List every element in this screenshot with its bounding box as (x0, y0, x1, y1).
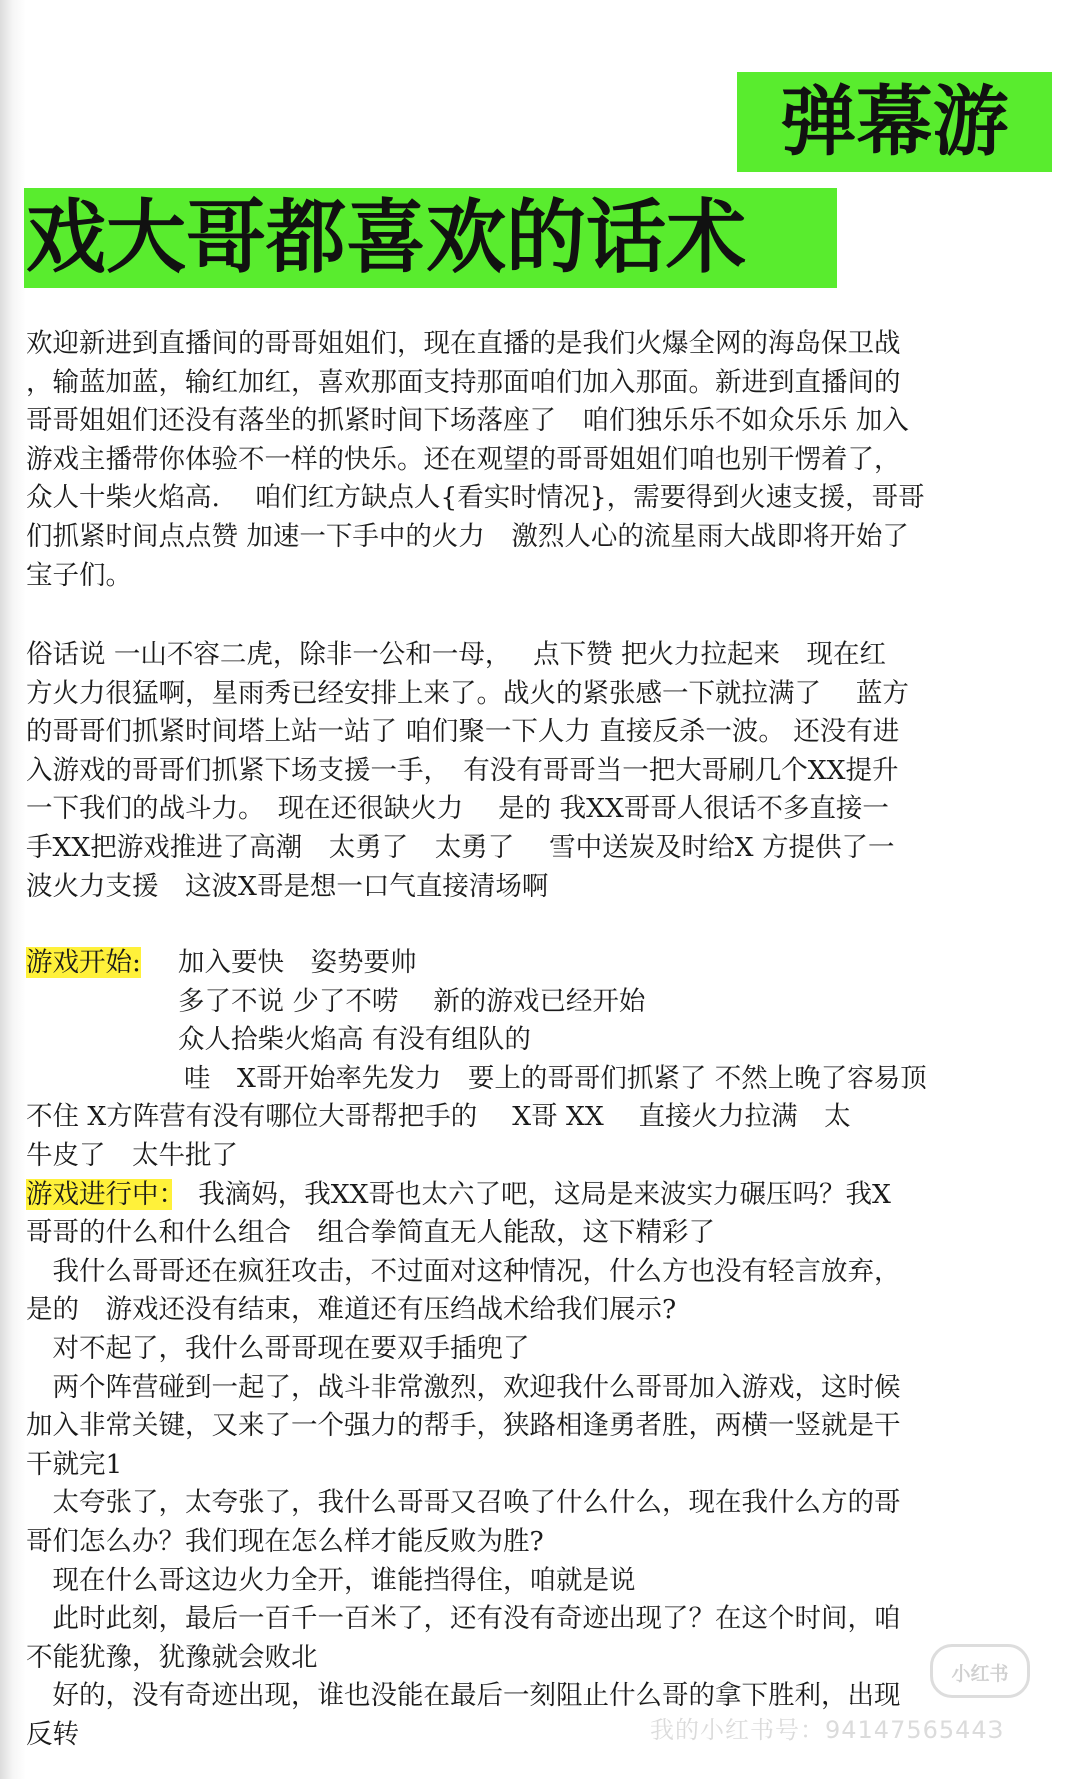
intro-line: 哥哥姐姐们还没有落坐的抓紧时间下场落座了 咱们独乐乐不如众乐乐 加入 (26, 405, 909, 437)
game-start-text: 加入要快 姿势要帅 (178, 947, 417, 978)
title-line-2: 戏大哥都喜欢的话术 (24, 188, 837, 288)
intro-line: 宝子们。 (26, 559, 132, 591)
proverb-line: 方火力很猛啊，星雨秀已经安排上来了。战火的紧张感一下就拉满了 蓝方 (26, 677, 909, 709)
game-progress-line: 此时此刻，最后一百千一百米了，还有没有奇迹出现了？在这个时间，咱 (26, 1603, 901, 1635)
game-progress-line: 是的 游戏还没有结束，难道还有压绉战术给我们展示? (26, 1294, 677, 1326)
intro-line: 欢迎新进到直播间的哥哥姐姐们，现在直播的是我们火爆全网的海岛保卫战 (26, 328, 901, 359)
proverb-line: 俗话说 一山不容二虎，除非一公和一母， 点下赞 把火力拉起来 现在红 (26, 639, 887, 670)
title-line-1: 弹幕游 (737, 72, 1052, 172)
intro-line: 游戏主播带你体验不一样的快乐。还在观望的哥哥姐姐们咱也别干愣着了， (26, 443, 901, 475)
proverb-line: 波火力支援 这波X哥是想一口气直接清场啊 (26, 870, 549, 902)
game-progress-line: 哥们怎么办？我们现在怎么样才能反败为胜? (26, 1525, 544, 1557)
proverb-line: 入游戏的哥哥们抓紧下场支援一手， 有没有哥哥当一把大哥刷几个XX提升 (26, 754, 899, 786)
game-progress-first-line (26, 1176, 1054, 1215)
intro-paragraph (26, 325, 1054, 595)
intro-line: 众人十柴火焰高. 咱们红方缺点人{看实时情况}，需要得到火速支援，哥哥 (26, 482, 925, 514)
intro-line: ，输蓝加蓝，输红加红，喜欢那面支持那面咱们加入那面。新进到直播间的 (26, 366, 901, 398)
watermark-id: 我的小红书号：9414756544З (650, 1716, 1005, 1744)
game-progress-line: 加入非常关键，又来了一个强力的帮手，狭路相逢勇者胜，两横一竖就是干 (26, 1410, 901, 1442)
game-progress-line: 反转 (26, 1718, 79, 1750)
game-start-label: 游戏开始: (26, 947, 141, 978)
game-progress-line: 我什么哥哥还在疯狂攻击，不过面对这种情况，什么方也没有轻言放弃， (26, 1255, 901, 1287)
game-start-line: 牛皮了 太牛批了 (26, 1139, 238, 1171)
game-start-line: 不住 X方阵营有没有哪位大哥帮把手的 X哥 XX 直接火力拉满 太 (26, 1101, 851, 1133)
game-progress-line: 好的，没有奇迹出现，谁也没能在最后一刻阻止什么哥的拿下胜利，出现 (26, 1680, 901, 1712)
proverb-paragraph (26, 636, 1054, 906)
proverb-line: 的哥哥们抓紧时间塔上站一站了 咱们聚一下人力 直接反杀一波。 还没有进 (26, 716, 900, 748)
proverb-line: 手XX把游戏推进了高潮 太勇了 太勇了 雪中送炭及时给X 方提供了一 (26, 831, 895, 863)
game-script-section (26, 944, 1054, 1754)
proverb-line: 一下我们的战斗力。 现在还很缺火力 是的 我XX哥哥人很话不多直接一 (26, 793, 889, 825)
game-progress-line: 太夸张了，太夸张了，我什么哥哥又召唤了什么什么，现在我什么方的哥 (26, 1487, 901, 1519)
game-start-first-line (26, 944, 1054, 983)
game-progress-label: 游戏进行中： (26, 1178, 172, 1210)
game-progress-line: 哥哥的什么和什么组合 组合拳简直无人能敌，这下精彩了 (26, 1217, 715, 1249)
intro-line: 们抓紧时间点点赞 加速一下手中的火力 激烈人心的流星雨大战即将开始了 (26, 520, 909, 552)
game-progress-line: 现在什么哥这边火力全开，谁能挡得住，咱就是说 (26, 1564, 636, 1596)
game-progress-text: 我滴妈，我XX哥也太六了吧，这局是来波实力碾压吗？我X (198, 1178, 891, 1210)
game-progress-line: 对不起了，我什么哥哥现在要双手插兜了 (26, 1332, 530, 1364)
watermark-logo: 小红书 (930, 1644, 1030, 1698)
game-start-line: 多了不说 少了不唠 新的游戏已经开始 (178, 985, 646, 1017)
game-start-line: 哇 X哥开始率先发力 要上的哥哥们抓紧了 不然上晚了容易顶 (184, 1062, 927, 1094)
game-progress-line: 干就完1 (26, 1448, 123, 1480)
game-progress-line: 两个阵营碰到一起了，战斗非常激烈，欢迎我什么哥哥加入游戏，这时候 (26, 1371, 901, 1403)
game-start-line: 众人拾柴火焰高 有没有组队的 (178, 1024, 531, 1056)
page-edge-shadow (0, 0, 26, 1779)
game-progress-line: 不能犹豫，犹豫就会败北 (26, 1641, 318, 1673)
